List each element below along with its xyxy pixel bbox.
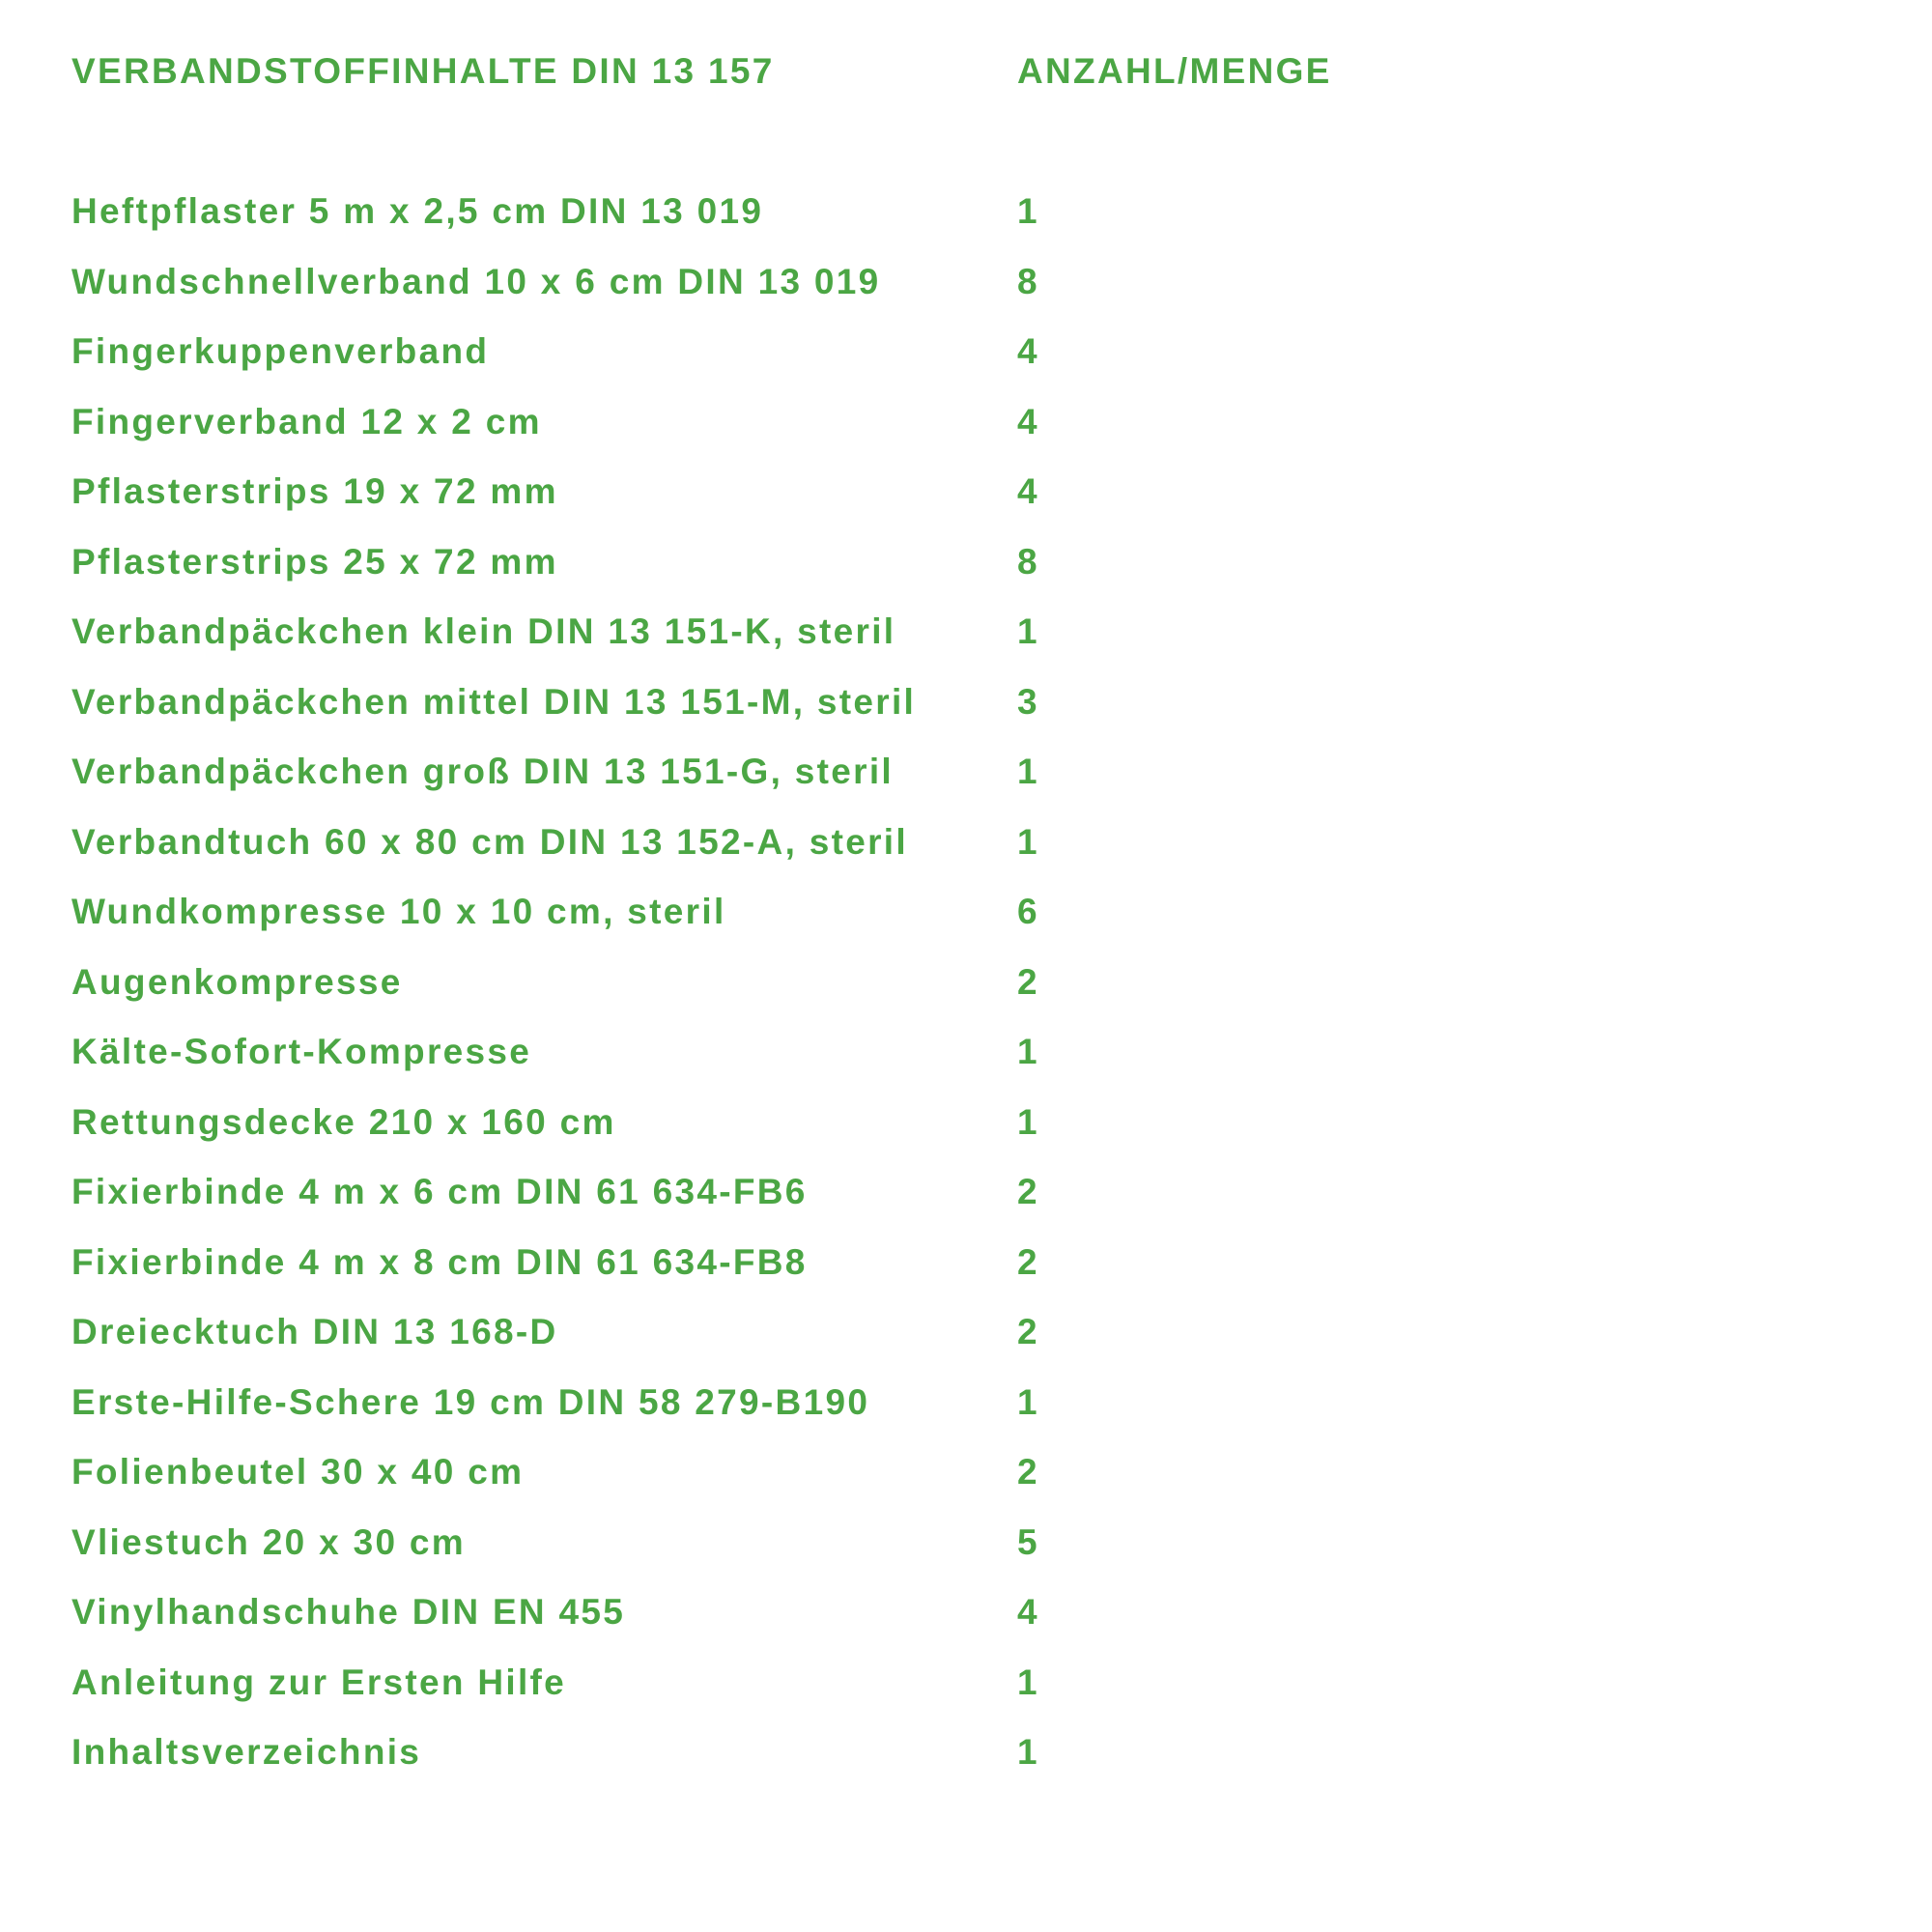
- quantity-column-header: ANZAHL/MENGE: [1017, 51, 1332, 91]
- list-item: [0, 821, 1932, 892]
- item-name: Pflasterstrips 19 x 72 mm: [71, 471, 558, 511]
- item-quantity: 1: [1017, 821, 1039, 862]
- list-item: [0, 1311, 1932, 1381]
- item-quantity: 4: [1017, 1592, 1039, 1632]
- list-item: [0, 401, 1932, 471]
- item-name: Rettungsdecke 210 x 160 cm: [71, 1101, 616, 1142]
- item-quantity: 4: [1017, 401, 1039, 441]
- item-quantity: 1: [1017, 1101, 1039, 1142]
- list-item: [0, 1731, 1932, 1802]
- list-item: [0, 330, 1932, 401]
- item-name: Wundkompresse 10 x 10 cm, steril: [71, 892, 726, 931]
- item-name: Fixierbinde 4 m x 8 cm DIN 61 634-FB8: [71, 1241, 808, 1282]
- item-quantity: 1: [1017, 611, 1039, 651]
- table-header: [0, 50, 1932, 93]
- list-item: [0, 190, 1932, 261]
- item-quantity: 6: [1017, 892, 1039, 931]
- item-name: Wundschnellverband 10 x 6 cm DIN 13 019: [71, 261, 881, 301]
- item-name: Fingerverband 12 x 2 cm: [71, 401, 542, 441]
- list-item: [0, 1241, 1932, 1312]
- item-quantity: 1: [1017, 1732, 1039, 1772]
- item-quantity: 8: [1017, 261, 1039, 301]
- item-name: Verbandpäckchen klein DIN 13 151-K, steril: [71, 611, 896, 651]
- item-quantity: 2: [1017, 961, 1039, 1002]
- item-name: Pflasterstrips 25 x 72 mm: [71, 541, 558, 582]
- list-item: [0, 961, 1932, 1032]
- item-quantity: 8: [1017, 541, 1039, 582]
- list-item: [0, 1031, 1932, 1101]
- list-item: [0, 1591, 1932, 1662]
- list-item: [0, 261, 1932, 331]
- item-name: Vinylhandschuhe DIN EN 455: [71, 1592, 626, 1632]
- list-item: [0, 1381, 1932, 1452]
- list-item: [0, 1171, 1932, 1241]
- item-name: Fingerkuppenverband: [71, 331, 490, 371]
- list-item: [0, 1101, 1932, 1172]
- item-quantity: 2: [1017, 1312, 1039, 1351]
- item-quantity: 2: [1017, 1172, 1039, 1211]
- list-item: [0, 541, 1932, 611]
- item-name: Erste-Hilfe-Schere 19 cm DIN 58 279-B190: [71, 1381, 870, 1422]
- item-name: Inhaltsverzeichnis: [71, 1732, 422, 1772]
- list-item: [0, 891, 1932, 961]
- item-name: Fixierbinde 4 m x 6 cm DIN 61 634-FB6: [71, 1172, 808, 1211]
- list-item: [0, 611, 1932, 681]
- item-quantity: 1: [1017, 1032, 1039, 1071]
- item-quantity: 4: [1017, 471, 1039, 511]
- item-name: Folienbeutel 30 x 40 cm: [71, 1452, 525, 1492]
- item-quantity: 3: [1017, 681, 1039, 722]
- contents-list: [0, 190, 1932, 1802]
- item-quantity: 1: [1017, 752, 1039, 791]
- contents-title: VERBANDSTOFFINHALTE DIN 13 157: [71, 51, 775, 91]
- item-name: Vliestuch 20 x 30 cm: [71, 1521, 466, 1562]
- item-quantity: 5: [1017, 1521, 1039, 1562]
- list-item: [0, 1662, 1932, 1732]
- item-quantity: 2: [1017, 1241, 1039, 1282]
- list-item: [0, 681, 1932, 752]
- item-quantity: 1: [1017, 191, 1039, 231]
- item-name: Verbandpäckchen groß DIN 13 151-G, steril: [71, 752, 895, 791]
- item-name: Verbandtuch 60 x 80 cm DIN 13 152-A, steril: [71, 821, 908, 862]
- item-name: Dreiecktuch DIN 13 168-D: [71, 1312, 558, 1351]
- item-name: Anleitung zur Ersten Hilfe: [71, 1662, 567, 1702]
- item-name: Kälte-Sofort-Kompresse: [71, 1032, 532, 1071]
- list-item: [0, 751, 1932, 821]
- item-quantity: 4: [1017, 331, 1039, 371]
- item-name: Heftpflaster 5 m x 2,5 cm DIN 13 019: [71, 191, 764, 231]
- list-item: [0, 470, 1932, 541]
- list-item: [0, 1521, 1932, 1592]
- list-item: [0, 1451, 1932, 1521]
- item-quantity: 1: [1017, 1662, 1039, 1702]
- item-quantity: 1: [1017, 1381, 1039, 1422]
- item-name: Augenkompresse: [71, 961, 403, 1002]
- item-quantity: 2: [1017, 1452, 1039, 1492]
- item-name: Verbandpäckchen mittel DIN 13 151-M, steril: [71, 681, 917, 722]
